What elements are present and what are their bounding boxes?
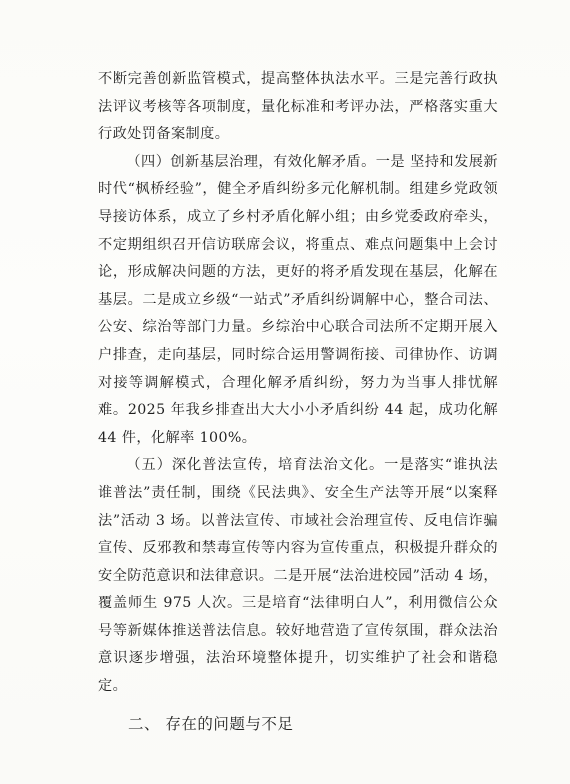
- paragraph-3: （五）深化普法宣传，培育法治文化。一是落实“谁执法谁普法”责任制，围绕《民法典》、安全生产法等开展“以案释法”活动 3 场。以普法宣传、市域社会治理宣传、反电信诈骗宣传、反邪教和禁毒宣传等内容为宣传重点，积极提升群众的安全防范意识和法律意识。二是开展“法治进校园”活动 4 场，覆盖师生 975 人次。三是培育“法律明白人”，利用微信公众号等新媒体推送普法信息。较好地营造了宣传氛围，群众法治意识逐步增强，法治环境整体提升，切实维护了社会和谐稳定。: [98, 457, 498, 695]
- section-heading-2: 二、 存在的问题与不足: [128, 714, 294, 733]
- paragraph-2: （四）创新基层治理，有效化解矛盾。一是 坚持和发展新时代“枫桥经验”，健全矛盾纠纷多元化解机制。组建乡党政领导接访体系，成立了乡村矛盾化解小组；由乡党委政府牵头，不定期组织召开信访联席会议，将重点、难点问题集中上会讨论，形成解决问题的方法，更好的将矛盾发现在基层，化解在基层。二是成立乡级“一站式”矛盾纠纷调解中心，整合司法、公安、综治等部门力量。乡综治中心联合司法所不定期开展入户排查，走向基层，同时综合运用警调衔接、司律协作、访调对接等调解模式，合理化解矛盾纠纷，努力为当事人排忧解难。2025 年我乡排查出大大小小矛盾纠纷 44 起，成功化解 44 件，化解率 100%。: [98, 153, 498, 446]
- paragraph-1: 不断完善创新监管模式，提高整体执法水平。三是完善行政执法评议考核等各项制度，量化标准和考评办法，严格落实重大行政处罚备案制度。: [98, 71, 498, 143]
- document-body: [98, 66, 498, 737]
